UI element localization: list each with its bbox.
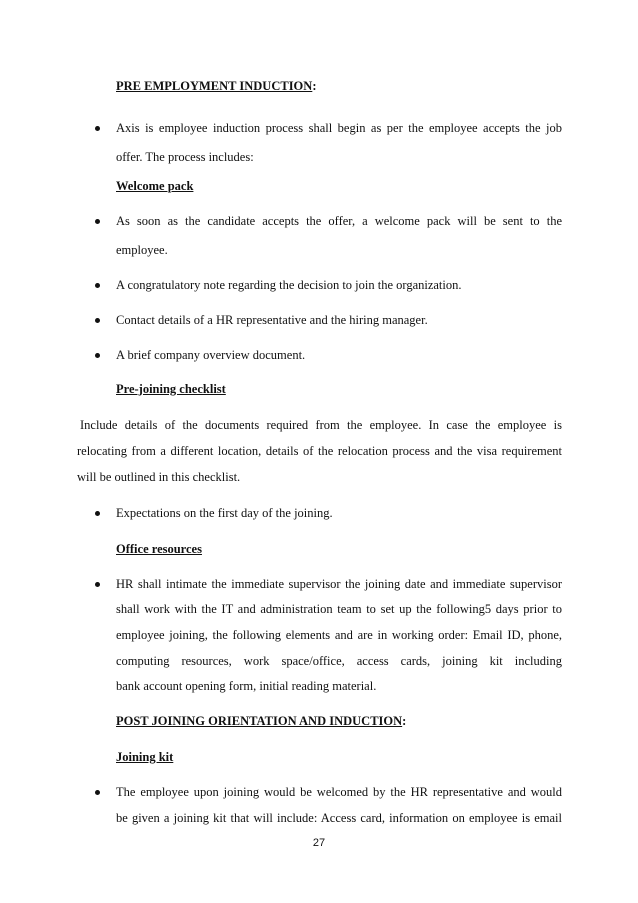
bullet-text: As soon as the candidate accepts the offer, a welcome pack will be sent to the bbox=[116, 214, 562, 228]
bullet-icon bbox=[95, 219, 100, 224]
bullet-icon bbox=[95, 283, 100, 288]
subheading-pre-joining-checklist: Pre-joining checklist bbox=[116, 382, 226, 396]
subheading-office-resources: Office resources bbox=[116, 542, 202, 556]
bullet-text: computing resources, work space/office, access cards, joining kit including bbox=[116, 654, 562, 668]
bullet-text: Expectations on the first day of the joining. bbox=[116, 506, 333, 520]
bullet-text: HR shall intimate the immediate supervisor the joining date and immediate supervisor bbox=[116, 577, 562, 591]
bullet-icon bbox=[95, 353, 100, 358]
bullet-text: Contact details of a HR representative and the hiring manager. bbox=[116, 313, 428, 327]
subheading-welcome-pack: Welcome pack bbox=[116, 179, 194, 193]
page-number: 27 bbox=[312, 837, 326, 849]
bullet-text: A brief company overview document. bbox=[116, 348, 306, 362]
bullet-text: be given a joining kit that will include: Access card, information on employee is email bbox=[116, 811, 562, 825]
paragraph-text: Include details of the documents required from the employee. In case the employee is bbox=[80, 418, 562, 432]
bullet-icon bbox=[95, 582, 100, 587]
bullet-text: Axis is employee induction process shall begin as per the employee accepts the job bbox=[116, 121, 562, 135]
bullet-text: The employee upon joining would be welcomed by the HR representative and would bbox=[116, 785, 562, 799]
bullet-icon bbox=[95, 511, 100, 516]
bullet-text: offer. The process includes: bbox=[116, 150, 254, 164]
section-heading: PRE EMPLOYMENT INDUCTION: bbox=[116, 79, 317, 93]
bullet-icon bbox=[95, 318, 100, 323]
paragraph-text: relocating from a different location, details of the relocation process and the visa requirement bbox=[77, 444, 562, 458]
bullet-text: employee joining, the following elements and are in working order: Email ID, phone, bbox=[116, 628, 562, 642]
bullet-text: shall work with the IT and administration team to set up the following5 days prior to bbox=[116, 602, 562, 616]
bullet-text: bank account opening form, initial reading material. bbox=[116, 679, 377, 693]
bullet-text: employee. bbox=[116, 243, 168, 257]
paragraph-text: will be outlined in this checklist. bbox=[77, 470, 241, 484]
subheading-joining-kit: Joining kit bbox=[116, 750, 174, 764]
section-heading: POST JOINING ORIENTATION AND INDUCTION: bbox=[116, 714, 407, 728]
bullet-text: A congratulatory note regarding the decision to join the organization. bbox=[116, 278, 462, 292]
bullet-icon bbox=[95, 126, 100, 131]
bullet-icon bbox=[95, 790, 100, 795]
